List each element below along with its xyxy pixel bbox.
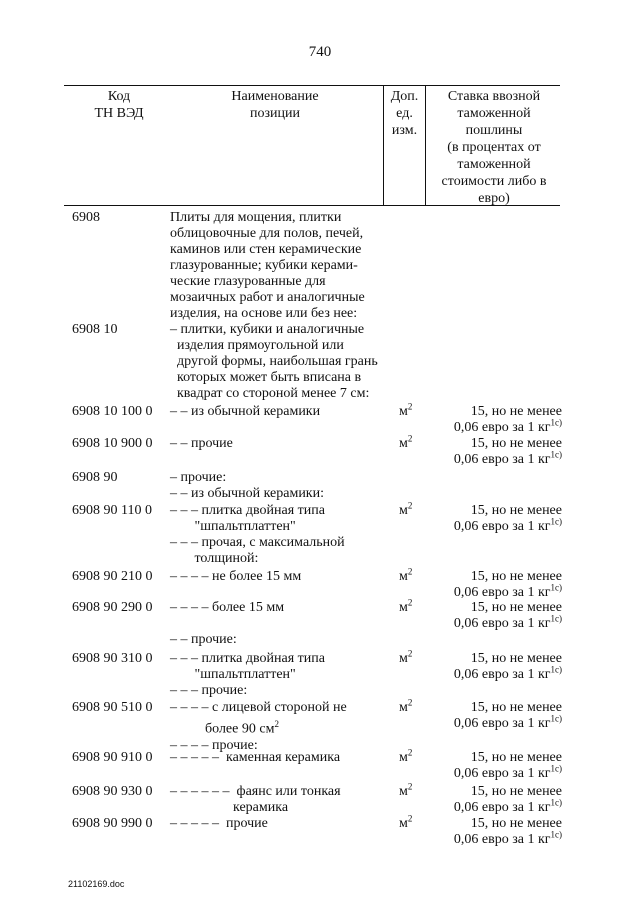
description-line [170,354,378,370]
duty-rate [430,651,562,683]
description-line [170,616,284,632]
header-rate-line: Ставка ввозной [447,89,541,104]
description-text: ческие глазурованные для [170,274,326,289]
description-line [170,800,341,816]
description-line [170,226,365,242]
duty-rate-line [430,600,562,616]
duty-rate-line [430,417,562,436]
unit-of-measure [399,697,413,716]
description-line [170,700,347,716]
description-text: квадрат со стороной менее 7 см: [170,386,370,401]
description-text: – – – плитка двойная типа [170,503,325,518]
description-text: облицовочные для полов, печей, [170,226,364,241]
description-text: – – – – – прочие [170,816,268,831]
duty-rate-line [430,569,562,585]
duty-rate-text: 15, но не менее [470,651,562,666]
duty-rate-line [430,516,562,535]
duty-rate-text: 15, но не менее [470,600,562,615]
duty-rate-line [430,436,562,452]
unit-superscript: 2 [407,648,413,659]
description-line [170,667,325,683]
description-text: которых может быть вписана в [170,370,362,385]
description-text: глазурованные; кубики керами- [170,258,358,273]
description-text: изделия прямоугольной или [170,338,344,353]
duty-rate-text: 15, но не менее [470,750,562,765]
tariff-code: 6908 90 110 0 [72,503,152,518]
header-unit [384,88,425,139]
description-line [170,519,345,535]
duty-rate-line [430,664,562,683]
description-line [170,569,301,585]
unit-of-measure [399,500,413,519]
duty-rate-superscript: 1с) [550,664,562,675]
description-text: мозаичных работ и аналогичные [170,290,365,305]
header-rate-line: пошлины [465,123,523,138]
duty-rate-line [430,750,562,766]
header-name [170,88,380,122]
duty-rate [430,600,562,632]
description-text: – – – – с лицевой стороной не [170,700,347,715]
description-line [170,386,378,402]
description-text: керамика [170,800,289,815]
description-line [170,306,365,322]
duty-rate-line [430,613,562,632]
tariff-code: 6908 90 210 0 [72,569,153,584]
duty-rate-text: 0,06 евро за 1 кг [453,616,551,631]
header-rate-line: таможенной [457,106,531,121]
description-line [170,716,347,738]
duty-rate-line [430,651,562,667]
description-text: – – – плитка двойная типа [170,651,325,666]
position-description [170,750,340,766]
duty-rate-text: 0,06 евро за 1 кг [453,420,551,435]
duty-rate-superscript: 1с) [550,713,562,724]
position-description [170,651,325,699]
duty-rate-text: 15, но не менее [470,503,562,518]
duty-rate-line [430,503,562,519]
unit-superscript: 2 [407,747,413,758]
duty-rate-text: 0,06 евро за 1 кг [453,452,551,467]
header-name-line: позиции [250,106,300,121]
description-line [170,404,320,420]
header-unit-line: Доп. [390,89,419,104]
header-unit-line: ед. [396,106,413,121]
footer-filename: 21102169.doc [68,879,125,889]
description-text: – – прочие [170,436,233,451]
header-code-line: ТН ВЭД [94,106,144,121]
unit-superscript: 2 [407,813,413,824]
duty-rate-text: 15, но не менее [470,404,562,419]
duty-rate-text: 0,06 евро за 1 кг [453,832,551,847]
position-description [170,436,233,452]
header-rate [426,88,562,207]
duty-rate-text: 15, но не менее [470,436,562,451]
description-text: – – прочие: [170,632,237,647]
description-line [170,290,365,306]
unit-text: м [399,651,408,666]
duty-rate-text: 0,06 евро за 1 кг [453,766,551,781]
description-text: – – – – более 15 мм [170,600,285,615]
header-code [64,88,174,122]
tariff-code: 6908 90 930 0 [72,784,153,799]
duty-rate-text: 15, но не менее [470,700,562,715]
duty-rate [430,436,562,468]
duty-rate-line [430,763,562,782]
position-description [170,322,378,402]
description-line [170,486,324,502]
position-description [170,569,301,585]
header-rate-line: евро) [478,191,510,206]
position-description [170,700,347,754]
unit-text: м [399,404,408,419]
table-header [0,85,640,205]
description-text: Плиты для мощения, плитки [170,210,342,225]
unit-of-measure [399,648,413,667]
duty-rate-text: 15, но не менее [470,569,562,584]
duty-rate-text: 0,06 евро за 1 кг [453,519,551,534]
description-text: – плитки, кубики и аналогичные [170,322,365,337]
unit-superscript: 2 [407,566,413,577]
description-text: – – – прочая, с максимальной [170,535,345,550]
duty-rate [430,700,562,732]
header-rate-line: таможенной [457,157,531,172]
tariff-code: 6908 90 310 0 [72,651,153,666]
tariff-code: 6908 10 [72,322,118,337]
description-text: – – – – прочие: [170,737,258,753]
description-line [170,258,365,274]
duty-rate-superscript: 1с) [550,449,562,460]
description-line [170,370,378,386]
unit-of-measure [399,813,413,832]
unit-superscript: 2 [407,697,413,708]
duty-rate [430,404,562,436]
page-number: 740 [308,44,332,60]
duty-rate-line [430,700,562,716]
tariff-code: 6908 90 990 0 [72,816,153,831]
description-text: изделия, на основе или без нее: [170,306,358,321]
unit-superscript: 2 [407,781,413,792]
description-text: – – – – не более 15 мм [170,569,302,584]
unit-of-measure [399,597,413,616]
description-line [170,683,325,699]
duty-rate [430,750,562,782]
description-line [170,436,233,452]
position-description [170,404,320,420]
unit-superscript: 2 [407,500,413,511]
duty-rate-line [430,829,562,848]
header-rate-line: стоимости либо в [441,174,547,189]
tariff-code: 6908 90 510 0 [72,700,153,715]
description-line [170,503,345,519]
duty-rate-line [430,713,562,732]
description-line [170,551,345,567]
unit-superscript: 2 [407,401,413,412]
description-line [170,651,325,667]
description-text: – – из обычной керамики [170,404,321,419]
unit-superscript: 2 [407,597,413,608]
header-rate-line: (в процентах от [447,140,541,155]
duty-rate-line [430,449,562,468]
duty-rate-line [430,404,562,420]
description-text: другой формы, наибольшая грань [170,354,378,369]
description-line [170,242,365,258]
duty-rate-line [430,582,562,601]
position-description [170,600,284,648]
position-description [170,470,324,502]
tariff-code: 6908 90 290 0 [72,600,153,615]
description-line [170,535,345,551]
duty-rate-line [430,797,562,816]
tariff-code: 6908 10 100 0 [72,404,153,419]
description-line [170,750,340,766]
unit-of-measure [399,747,413,766]
description-superscript: 2 [274,719,279,729]
duty-rate-text: 15, но не менее [470,816,562,831]
duty-rate-superscript: 1с) [550,582,562,593]
position-description [170,503,345,567]
description-line [170,600,284,616]
description-text: каминов или стен керамические [170,242,362,257]
position-description [170,784,341,816]
unit-of-measure [399,433,413,452]
unit-text: м [399,750,408,765]
unit-of-measure [399,566,413,585]
duty-rate [430,816,562,848]
description-text: – – из обычной керамики: [170,486,324,501]
tariff-code: 6908 90 [72,470,118,485]
description-text: – прочие: [170,470,227,485]
duty-rate [430,784,562,816]
position-description [170,210,365,322]
position-description [170,816,268,832]
description-text: "шпальтплаттен" [170,667,296,682]
unit-text: м [399,436,408,451]
unit-text: м [399,503,408,518]
duty-rate-line [430,784,562,800]
duty-rate-text: 0,06 евро за 1 кг [453,716,551,731]
duty-rate-superscript: 1с) [550,797,562,808]
duty-rate-line [430,816,562,832]
duty-rate [430,503,562,535]
description-line [170,322,378,338]
description-line [170,210,365,226]
duty-rate-superscript: 1с) [550,417,562,428]
unit-superscript: 2 [407,433,413,444]
duty-rate-superscript: 1с) [550,763,562,774]
duty-rate-superscript: 1с) [550,829,562,840]
duty-rate-text: 15, но не менее [470,784,562,799]
description-line [170,632,284,648]
header-name-line: Наименование [231,89,319,104]
unit-text: м [399,600,408,615]
description-line [170,338,378,354]
duty-rate-superscript: 1с) [550,613,562,624]
description-line [170,274,365,290]
tariff-code: 6908 90 910 0 [72,750,153,765]
unit-text: м [399,569,408,584]
unit-text: м [399,816,408,831]
description-text: – – – прочие: [170,683,248,698]
duty-rate [430,569,562,601]
duty-rate-superscript: 1с) [550,516,562,527]
description-text: "шпальтплаттен" [170,519,296,534]
description-line [170,470,324,486]
description-text: более 90 см [170,721,275,737]
unit-of-measure [399,401,413,420]
unit-text: м [399,784,408,799]
unit-of-measure [399,781,413,800]
description-line [170,784,341,800]
description-text: – – – – – – фаянс или тонкая [170,784,341,799]
header-unit-line: изм. [391,123,418,138]
duty-rate-text: 0,06 евро за 1 кг [453,800,551,815]
header-code-line: Код [107,89,131,104]
duty-rate-text: 0,06 евро за 1 кг [453,585,551,600]
tariff-code: 6908 10 900 0 [72,436,153,451]
description-text: толщиной: [170,551,259,566]
tariff-code: 6908 [72,210,100,225]
description-text: – – – – – каменная керамика [170,750,341,765]
duty-rate-text: 0,06 евро за 1 кг [453,667,551,682]
unit-text: м [399,700,408,715]
description-line [170,816,268,832]
